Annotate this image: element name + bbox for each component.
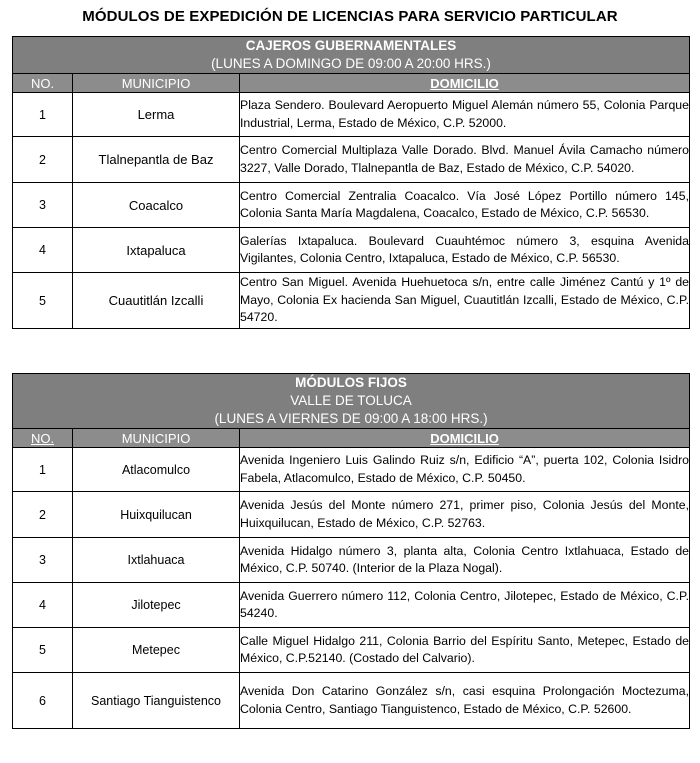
section-banner	[13, 37, 690, 74]
municipio-cell: Lerma	[73, 93, 240, 137]
table-row	[13, 228, 690, 273]
table-row	[13, 628, 690, 673]
table-cajeros-gubernamentales	[12, 36, 690, 329]
column-header-no: NO.	[13, 74, 73, 93]
table-row	[13, 492, 690, 538]
municipio-cell: Atlacomulco	[73, 448, 240, 492]
row-number: 1	[13, 448, 73, 492]
section-banner	[13, 374, 690, 429]
section-heading: CAJEROS GUBERNAMENTALES	[245, 38, 457, 53]
table-row	[13, 673, 690, 729]
domicilio-cell: Centro Comercial Zentralia Coacalco. Vía José López Portillo número 145, Colonia Santa María Magdalena, Coacalco, Estado de México, C.P. 56530.	[240, 183, 690, 228]
document-title: MÓDULOS DE EXPEDICIÓN DE LICENCIAS PARA SERVICIO PARTICULAR	[82, 8, 618, 25]
column-header-domicilio: DOMICILIO	[240, 429, 690, 448]
section-schedule: (LUNES A VIERNES DE 09:00 A 18:00 HRS.)	[214, 411, 488, 426]
municipio-cell: Santiago Tianguistenco	[73, 673, 240, 729]
municipio-cell: Huixquilucan	[73, 492, 240, 538]
column-header-municipio: MUNICIPIO	[73, 74, 240, 93]
domicilio-cell: Avenida Don Catarino González s/n, casi esquina Prolongación Moctezuma, Colonia Centro, Santiago Tianguistenco, Estado de México, C.P. 52600.	[240, 673, 690, 729]
domicilio-cell: Galerías Ixtapaluca. Boulevard Cuauhtémoc número 3, esquina Avenida Vigilantes, Colonia Centro, Ixtapaluca, Estado de México, C.P. 56530.	[240, 228, 690, 273]
row-number: 2	[13, 492, 73, 538]
row-number: 6	[13, 673, 73, 729]
table-body	[13, 448, 690, 729]
municipio-cell: Ixtlahuaca	[73, 538, 240, 583]
table-row	[13, 273, 690, 329]
domicilio-cell: Avenida Hidalgo número 3, planta alta, Colonia Centro Ixtlahuaca, Estado de México, C.P. 50740. (Interior de la Plaza Nogal).	[240, 538, 690, 583]
domicilio-cell: Avenida Guerrero número 112, Colonia Centro, Jilotepec, Estado de México, C.P. 54240.	[240, 583, 690, 628]
column-header-row	[13, 429, 690, 448]
municipio-cell: Tlalnepantla de Baz	[73, 137, 240, 183]
table-row	[13, 93, 690, 137]
row-number: 3	[13, 183, 73, 228]
domicilio-cell: Calle Miguel Hidalgo 211, Colonia Barrio del Espíritu Santo, Metepec, Estado de México, C.P.52140. (Costado del Calvario).	[240, 628, 690, 673]
domicilio-cell: Plaza Sendero. Boulevard Aeropuerto Miguel Alemán número 55, Colonia Parque Industrial, Lerma, Estado de México, C.P. 52000.	[240, 93, 690, 137]
row-number: 5	[13, 273, 73, 329]
table-row	[13, 137, 690, 183]
section-region: VALLE DE TOLUCA	[290, 393, 412, 408]
section-schedule: (LUNES A DOMINGO DE 09:00 A 20:00 HRS.)	[211, 56, 491, 71]
domicilio-cell: Centro San Miguel. Avenida Huehuetoca s/n, entre calle Jiménez Cantú y 1º de Mayo, Colonia Ex hacienda San Miguel, Cuautitlán Izcalli, Estado de México, C.P. 54720.	[240, 273, 690, 329]
row-number: 1	[13, 93, 73, 137]
municipio-cell: Ixtapaluca	[73, 228, 240, 273]
column-header-row	[13, 74, 690, 93]
row-number: 4	[13, 228, 73, 273]
column-header-municipio: MUNICIPIO	[73, 429, 240, 448]
municipio-cell: Cuautitlán Izcalli	[73, 273, 240, 329]
domicilio-cell: Avenida Jesús del Monte número 271, primer piso, Colonia Jesús del Monte, Huixquilucan, Estado de México, C.P. 52763.	[240, 492, 690, 538]
domicilio-cell: Avenida Ingeniero Luis Galindo Ruiz s/n, Edificio “A”, puerta 102, Colonia Isidro Fabela, Atlacomulco, Estado de México, C.P. 50450.	[240, 448, 690, 492]
domicilio-cell: Centro Comercial Multiplaza Valle Dorado. Blvd. Manuel Ávila Camacho número 3227, Valle Dorado, Tlalnepantla de Baz, Estado de México, C.P. 54020.	[240, 137, 690, 183]
row-number: 5	[13, 628, 73, 673]
row-number: 2	[13, 137, 73, 183]
municipio-cell: Jilotepec	[73, 583, 240, 628]
column-header-no: NO.	[13, 429, 73, 448]
table-row	[13, 538, 690, 583]
table-body	[13, 93, 690, 329]
table-modulos-fijos	[12, 373, 690, 729]
municipio-cell: Metepec	[73, 628, 240, 673]
table-row	[13, 448, 690, 492]
row-number: 3	[13, 538, 73, 583]
table-row	[13, 583, 690, 628]
table-row	[13, 183, 690, 228]
section-heading: MÓDULOS FIJOS	[295, 375, 407, 390]
municipio-cell: Coacalco	[73, 183, 240, 228]
column-header-domicilio: DOMICILIO	[240, 74, 690, 93]
row-number: 4	[13, 583, 73, 628]
